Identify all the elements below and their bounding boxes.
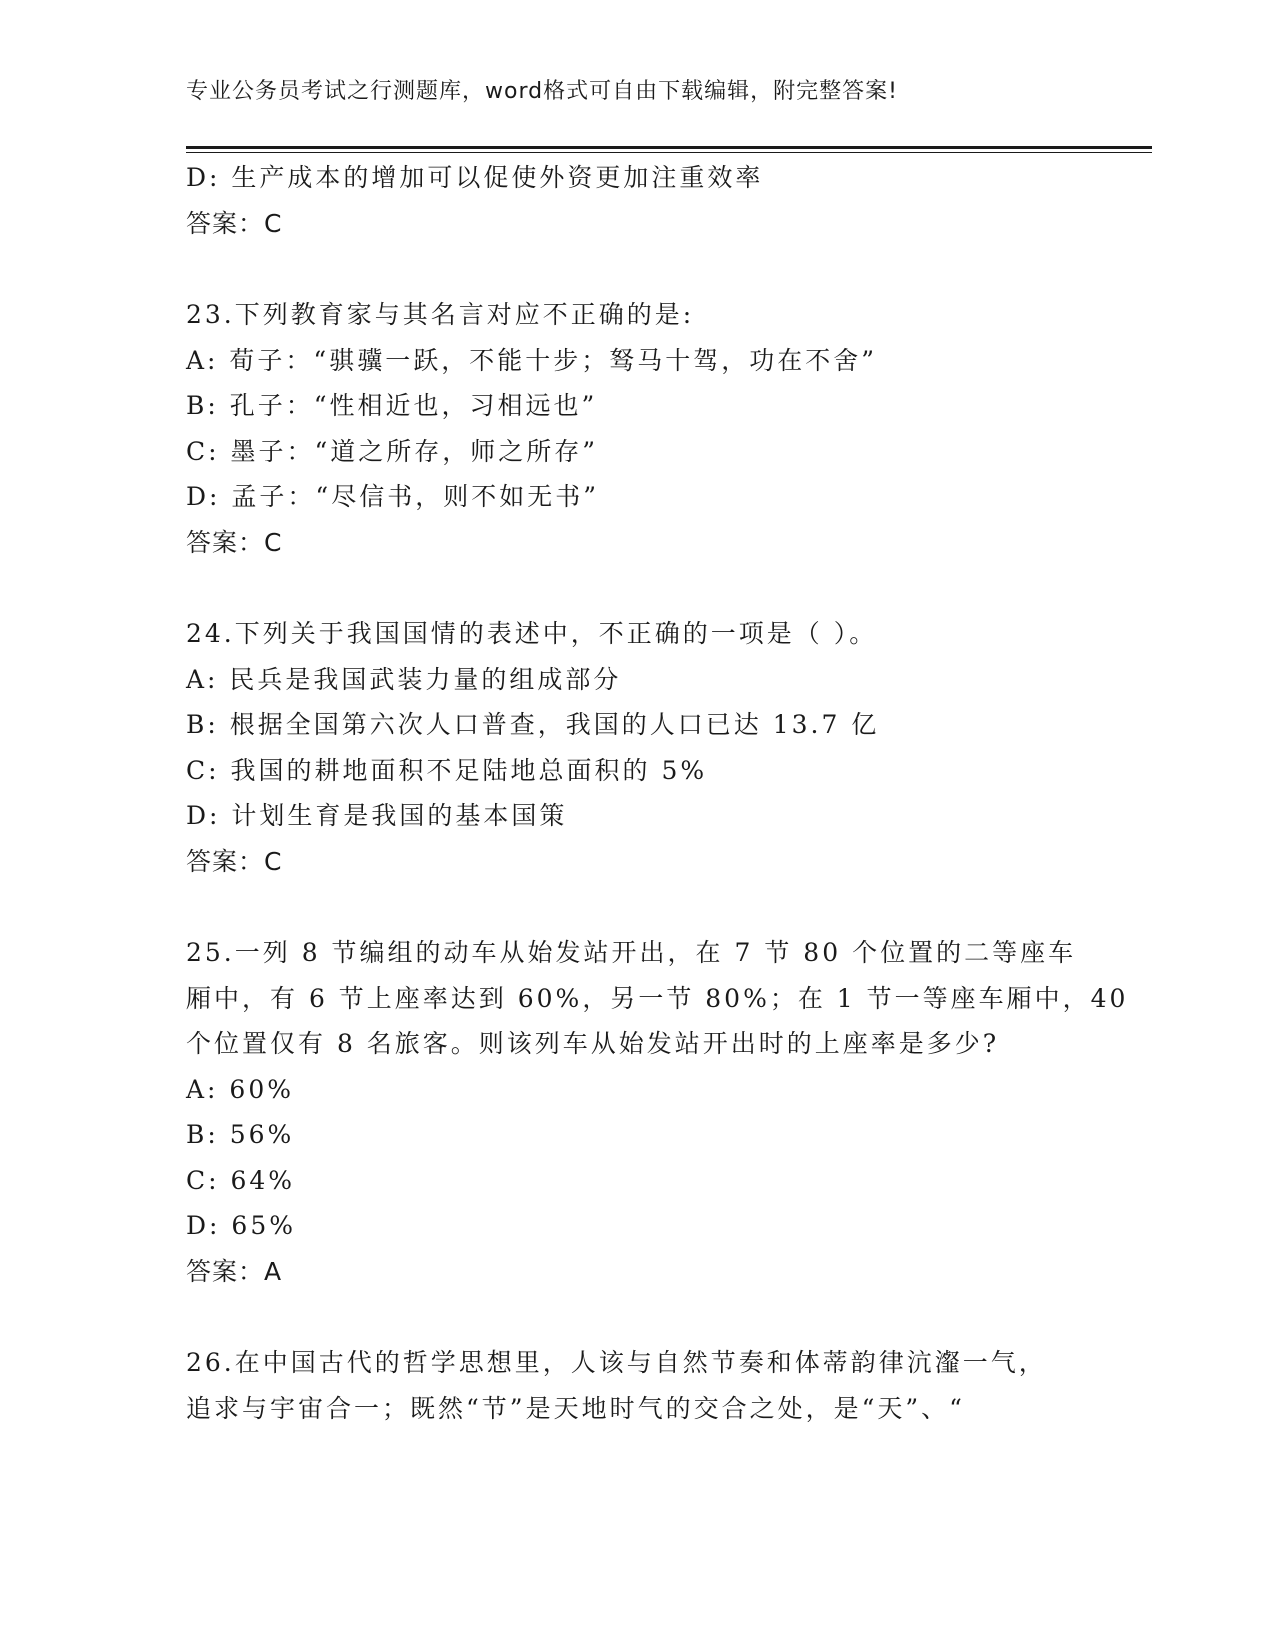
option-line: D: 65% — [186, 1211, 296, 1240]
document-body — [186, 155, 1129, 1431]
option-line: A: 荀子：“骐骥一跃，不能十步；驽马十驾，功在不舍” — [186, 345, 877, 375]
question-25 — [186, 930, 1129, 1294]
answer-line: 答案：A — [186, 1256, 283, 1286]
question-stem-line: 25.一列 8 节编组的动车从始发站开出，在 7 节 80 个位置的二等座车 — [186, 938, 1077, 967]
spacer — [186, 565, 1086, 611]
option-line: D: 生产成本的增加可以促使外资更加注重效率 — [186, 163, 764, 192]
header-rule-thick — [186, 146, 1152, 149]
page-header: 专业公务员考试之行测题库，word格式可自由下载编辑，附完整答案! — [186, 79, 898, 104]
option-line: B: 根据全国第六次人口普查，我国的人口已达 13.7 亿 — [186, 710, 880, 739]
option-line: C: 64% — [186, 1165, 296, 1195]
question-26 — [186, 1340, 1086, 1431]
answer-line: 答案：C — [186, 527, 283, 557]
option-line: D: 计划生育是我国的基本国策 — [186, 801, 568, 830]
spacer — [186, 246, 1086, 292]
option-line: A: 民兵是我国武装力量的组成部分 — [186, 664, 622, 694]
option-line: C: 我国的耕地面积不足陆地总面积的 5% — [186, 755, 708, 785]
question-stem-line: 追求与宇宙合一；既然“节”是天地时气的交合之处，是“天”、“ — [186, 1393, 965, 1423]
question-stem-line: 厢中，有 6 节上座率达到 60%，另一节 80%；在 1 节一等座车厢中，40 — [186, 983, 1129, 1013]
question-stem-line: 26.在中国古代的哲学思想里，人该与自然节奏和体蒂韵律沆瀣一气， — [186, 1348, 1047, 1377]
question-23 — [186, 292, 1086, 565]
option-line: D: 孟子：“尽信书，则不如无书” — [186, 482, 599, 511]
option-line: B: 56% — [186, 1120, 295, 1149]
answer-line: 答案：C — [186, 208, 283, 238]
question-stem-line: 23.下列教育家与其名言对应不正确的是: — [186, 300, 695, 329]
option-line: A: 60% — [186, 1074, 294, 1104]
question-stem-line: 24.下列关于我国国情的表述中，不正确的一项是（ ）。 — [186, 619, 878, 648]
answer-line: 答案：C — [186, 846, 283, 876]
spacer — [186, 1294, 1086, 1340]
header-rule-thin — [186, 152, 1152, 153]
spacer — [186, 884, 1086, 930]
question-24 — [186, 611, 1086, 884]
question-stem-line: 个位置仅有 8 名旅客。则该列车从始发站开出时的上座率是多少? — [186, 1029, 1000, 1058]
option-line: C: 墨子：“道之所存，师之所存” — [186, 436, 599, 466]
option-line: B: 孔子：“性相近也，习相远也” — [186, 391, 598, 420]
question-22-tail — [186, 155, 1086, 246]
